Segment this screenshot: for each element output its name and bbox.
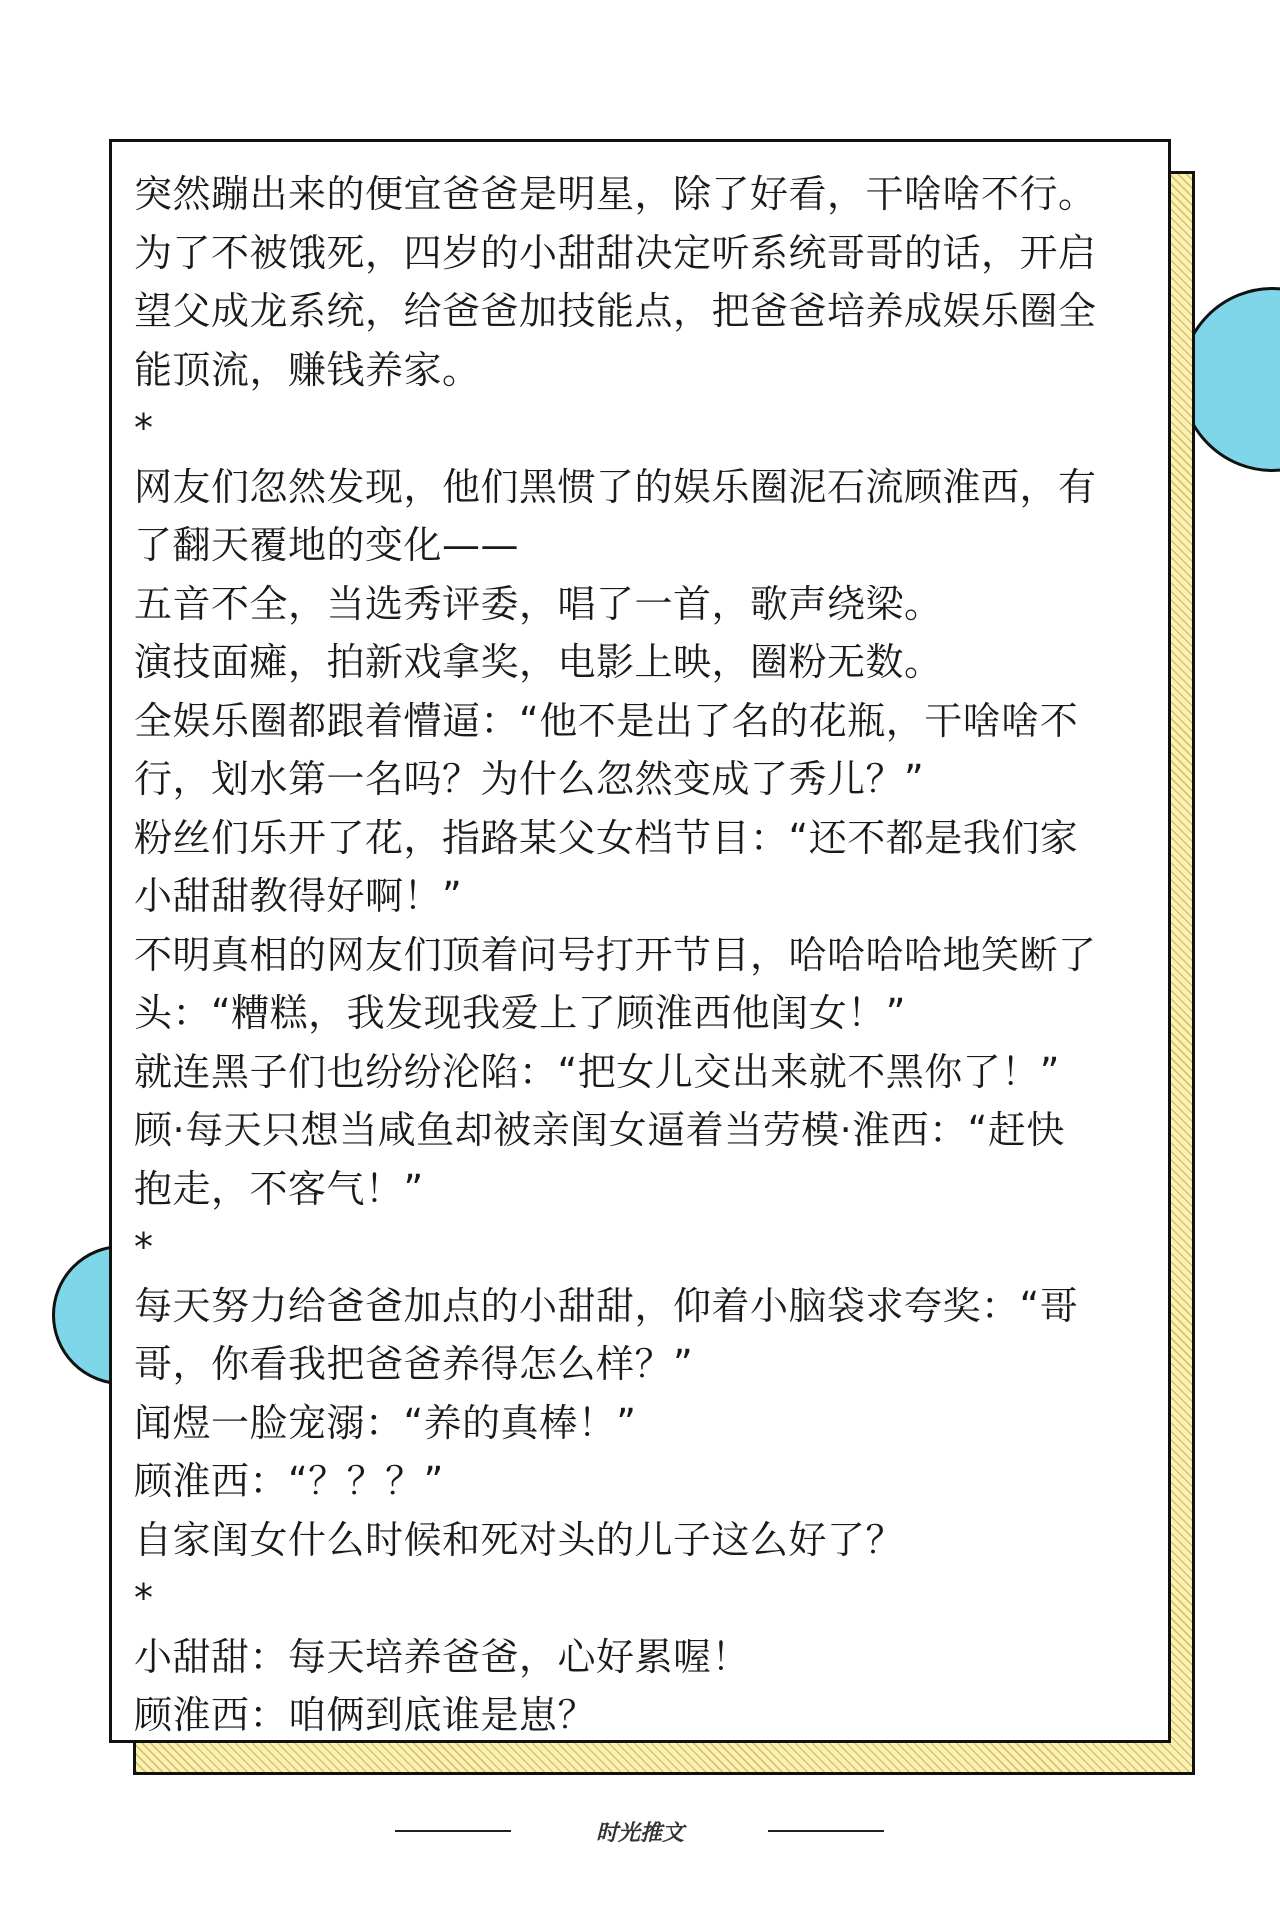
- text-line: 闻煜一脸宠溺：“养的真棒！”: [134, 1400, 637, 1445]
- footer-divider-right: [768, 1830, 884, 1832]
- text-line: 为了不被饿死，四岁的小甜甜决定听系统哥哥的话，开启: [134, 230, 1097, 275]
- text-line: 全娱乐圈都跟着懵逼：“他不是出了名的花瓶，干啥啥不: [134, 698, 1079, 743]
- text-line: 哥，你看我把爸爸养得怎么样？”: [134, 1342, 694, 1386]
- text-line: 五音不全，当选秀评委，唱了一首，歌声绕梁。: [134, 581, 943, 626]
- footer-divider-left: [395, 1830, 511, 1832]
- text-line: 突然蹦出来的便宜爸爸是明星，除了好看，干啥啥不行。: [134, 172, 1097, 216]
- footer-brand: 时光推文: [595, 1821, 684, 1846]
- text-line: 小甜甜：每天培养爸爸，心好累喔！: [134, 1634, 751, 1679]
- text-line: 望父成龙系统，给爸爸加技能点，把爸爸培养成娱乐圈全: [134, 289, 1097, 333]
- text-line: 顾·每天只想当咸鱼却被亲闺女逼着当劳模·淮西：“赶快: [134, 1108, 1065, 1152]
- text-line: 小甜甜教得好啊！”: [134, 874, 463, 918]
- decorative-circle-right: [1180, 287, 1280, 472]
- text-line: 自家闺女什么时候和死对头的儿子这么好了？: [134, 1517, 905, 1562]
- text-line: 每天努力给爸爸加点的小甜甜，仰着小脑袋求夸奖：“哥: [134, 1283, 1079, 1328]
- text-line: 抱走，不客气！”: [134, 1166, 424, 1211]
- text-line: *: [134, 1576, 154, 1620]
- text-line: 头：“糟糕，我发现我爱上了顾淮西他闺女！”: [134, 991, 906, 1035]
- synopsis-card: [109, 139, 1171, 1743]
- text-line: 行，划水第一名吗？为什么忽然变成了秀儿？”: [134, 757, 925, 801]
- text-line: 了翻天覆地的变化——: [134, 523, 520, 567]
- text-line: 顾淮西：咱俩到底谁是崽？: [134, 1693, 597, 1737]
- synopsis-text: [134, 165, 1144, 1745]
- text-line: 粉丝们乐开了花，指路某父女档节目：“还不都是我们家: [134, 815, 1079, 860]
- text-line: 演技面瘫，拍新戏拿奖，电影上映，圈粉无数。: [134, 640, 943, 684]
- text-line: 不明真相的网友们顶着问号打开节目，哈哈哈哈地笑断了: [134, 932, 1097, 977]
- text-line: 顾淮西：“？？？”: [134, 1459, 444, 1503]
- text-line: 网友们忽然发现，他们黑惯了的娱乐圈泥石流顾淮西，有: [134, 464, 1097, 509]
- text-line: 能顶流，赚钱养家。: [134, 347, 481, 392]
- text-line: 就连黑子们也纷纷沦陷：“把女儿交出来就不黑你了！”: [134, 1049, 1060, 1094]
- text-line: *: [134, 1225, 154, 1269]
- text-line: *: [134, 406, 154, 450]
